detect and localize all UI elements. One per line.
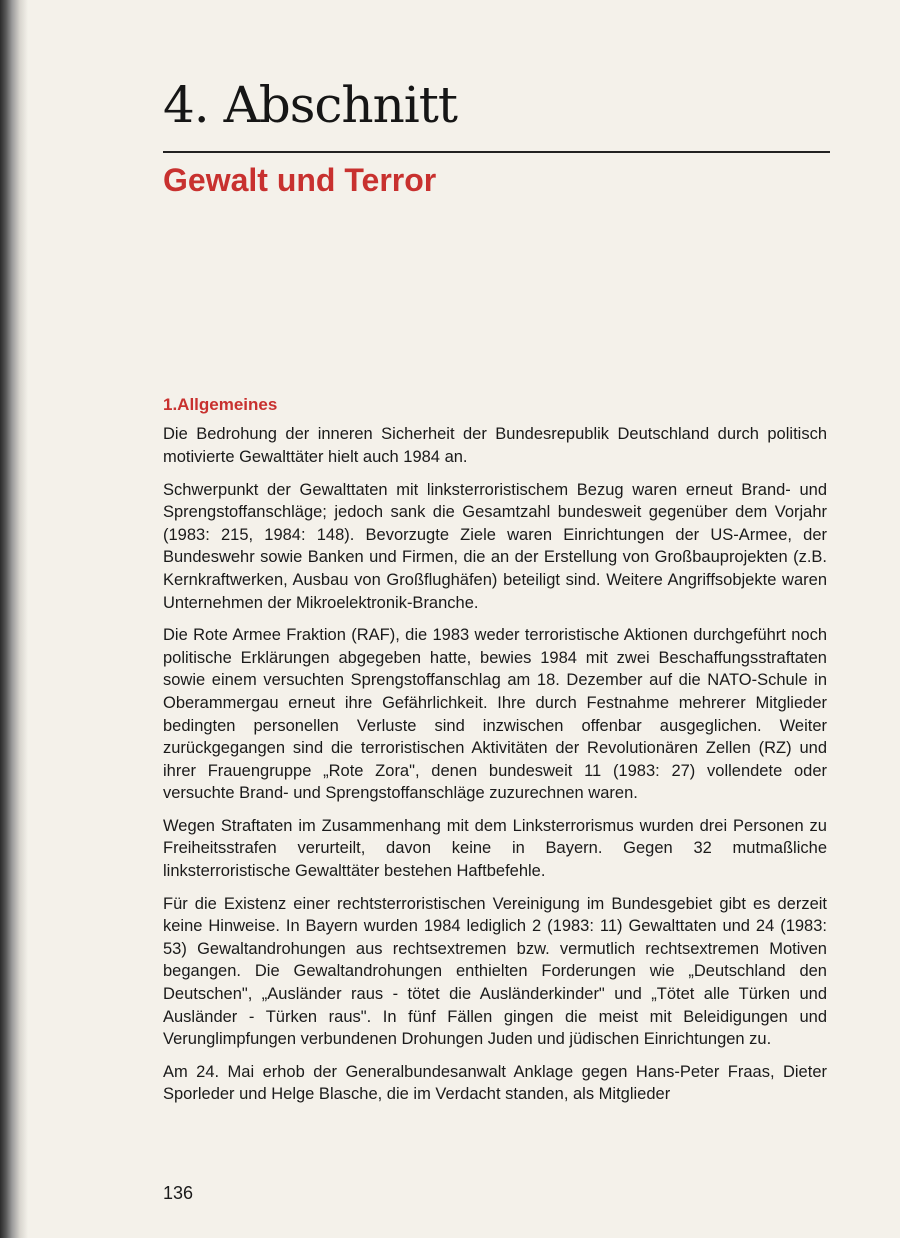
paragraph: Die Rote Armee Fraktion (RAF), die 1983 weder terroristische Aktionen durchgeführt noch politische Erklärungen abgegeben hatte, bewies 1984 mit zwei Beschaffungsstraftaten sowie einem versuchten Sprengstoffanschlag am 18. Dezember auf die NATO-Schule in Oberammergau erneut ihre Gefährlichkeit. Ihre durch Festnahme mehrerer Mitglieder bedingten personellen Verluste sind inzwischen offenbar ausgeglichen. Weiter zurückgegangen sind die terroristischen Aktivitäten der Revolutionären Zellen (RZ) und ihrer Frauengruppe „Rote Zora", denen bundesweit 11 (1983: 27) vollendete oder versuchte Brand- und Sprengstoffanschläge zuzurechnen waren. bbox=[163, 626, 827, 803]
chapter-title: 4. Abschnitt bbox=[163, 76, 457, 134]
book-spine-shadow bbox=[0, 0, 28, 1238]
paragraph: Am 24. Mai erhob der Generalbundesanwalt Anklage gegen Hans-Peter Fraas, Dieter Sporleder und Helge Blasche, die im Verdacht standen, als Mitglieder bbox=[163, 1062, 827, 1104]
paragraph: Die Bedrohung der inneren Sicherheit der Bundesrepublik Deutschland durch politisch motivierte Gewalttäter hielt auch 1984 an. bbox=[163, 425, 827, 466]
paragraph: Für die Existenz einer rechtsterroristischen Vereinigung im Bundesgebiet gibt es derzeit keine Hinweise. In Bayern wurden 1984 lediglich 2 (1983: 11) Gewalttaten und 24 (1983: 53) Gewaltandrohungen aus rechtsextremen bzw. vermutlich rechtsextremen Motiven begangen. Die Gewaltandrohungen enthielten Forderungen wie „Deutschland den Deutschen", „Ausländer raus - tötet die Ausländerkinder" und „Tötet alle Türken und Ausländer - Türken raus". In fünf Fällen gingen die meist mit Beleidigungen und Verunglimpfungen verbundenen Drohungen Juden und jüdischen Einrichtungen zu. bbox=[163, 894, 827, 1049]
section-heading: 1.Allgemeines bbox=[163, 395, 278, 414]
page-number: 136 bbox=[163, 1183, 194, 1203]
body-text bbox=[163, 395, 827, 1116]
paragraph: Wegen Straftaten im Zusammenhang mit dem Linksterrorismus wurden drei Personen zu Freiheitsstrafen verurteilt, davon keine in Bayern. Gegen 32 mutmaßliche linksterroristische Gewalttäter bestehen Haftbefehle. bbox=[163, 816, 827, 881]
title-rule bbox=[163, 151, 830, 153]
paragraph: Schwerpunkt der Gewalttaten mit linksterroristischem Bezug waren erneut Brand- und Sprengstoffanschläge; jedoch sank die Gesamtzahl bundesweit gegenüber dem Vorjahr (1983: 215, 1984: 148). Bevorzugte Ziele waren Einrichtungen der US-Armee, der Bundeswehr sowie Banken und Firmen, die an der Erstellung von Großbauprojekten (z.B. Kernkraftwerken, Ausbau von Großflughäfen) beteiligt sind. Weitere Angriffsobjekte waren Unternehmen der Mikroelektronik-Branche. bbox=[163, 480, 827, 612]
chapter-subtitle: Gewalt und Terror bbox=[163, 162, 437, 198]
